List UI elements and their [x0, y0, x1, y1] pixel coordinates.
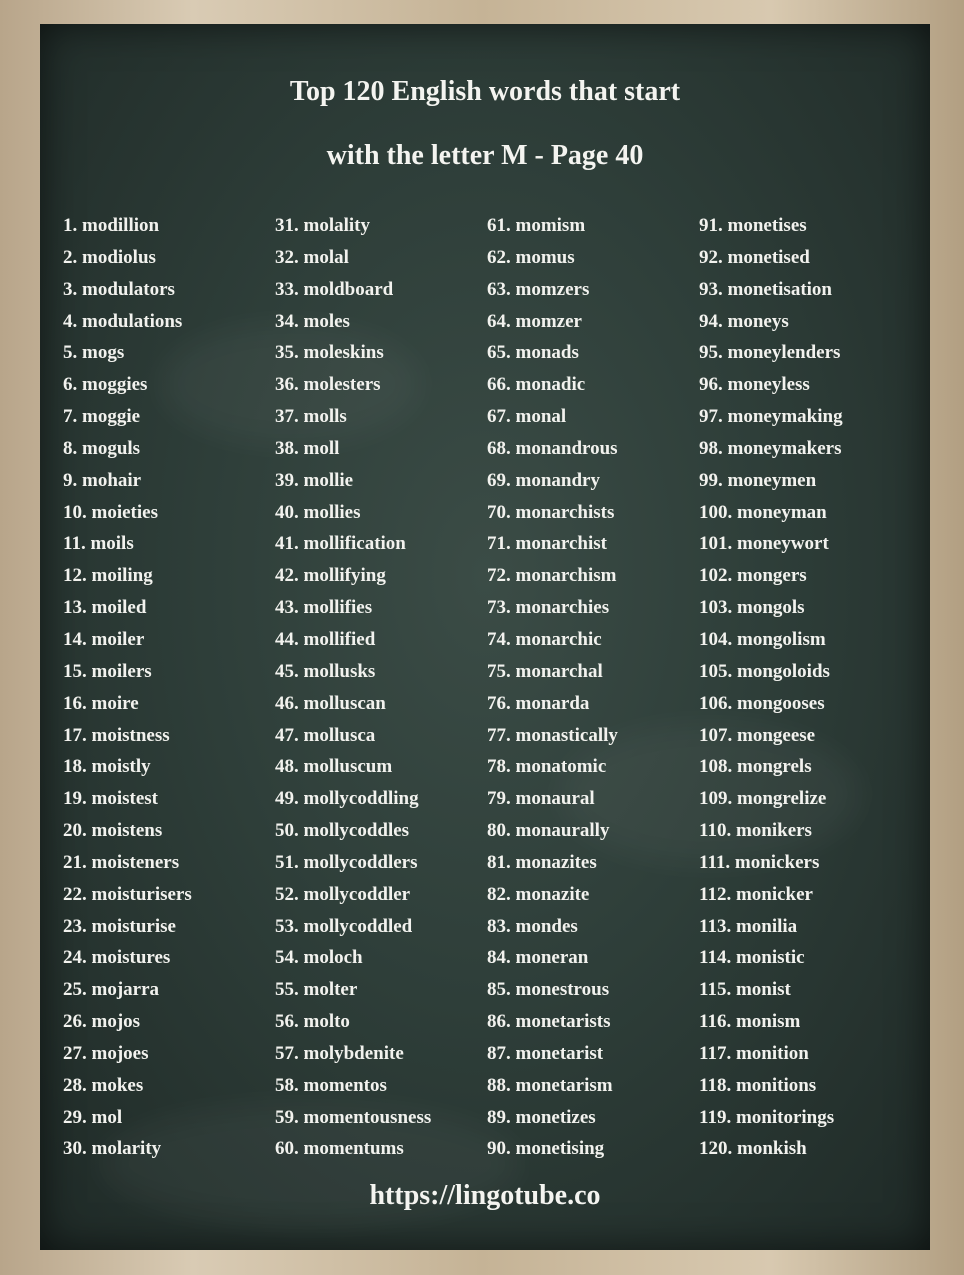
page-title-line-1: Top 120 English words that start — [289, 76, 681, 107]
word-list-item: 20. moistens — [63, 820, 163, 842]
word-list-item: 10. moieties — [63, 501, 158, 523]
word-list-item: 37. molls — [275, 406, 347, 428]
word-list-item: 109. mongrelize — [699, 788, 827, 810]
word-list-item: 100. moneyman — [699, 501, 827, 523]
word-list-item: 68. monandrous — [487, 437, 618, 459]
word-list-item: 61. momism — [487, 215, 586, 236]
word-list-item: 35. moleskins — [275, 342, 384, 364]
word-list-item: 80. monaurally — [487, 820, 610, 842]
word-list-item: 11. moils — [63, 533, 134, 555]
word-list-item: 48. molluscum — [275, 756, 393, 778]
word-list-item: 33. moldboard — [275, 278, 394, 300]
word-list-item: 117. monition — [699, 1042, 809, 1064]
word-list-item: 82. monazite — [487, 883, 590, 905]
word-list-item: 106. mongooses — [699, 692, 825, 714]
page-title-line-2: with the letter M - Page 40 — [326, 140, 644, 171]
word-list-item: 31. molality — [275, 215, 370, 236]
word-list-item: 70. monarchists — [487, 501, 615, 523]
word-list-item: 93. monetisation — [699, 278, 832, 300]
word-list-item: 119. monitorings — [699, 1106, 835, 1128]
word-list-item: 71. monarchist — [487, 533, 607, 555]
word-list-item: 79. monaural — [487, 788, 595, 810]
word-list-item: 95. moneylenders — [699, 342, 841, 364]
word-list-item: 7. moggie — [63, 406, 141, 428]
word-list-item: 84. moneran — [487, 947, 589, 969]
word-list-item: 54. moloch — [275, 947, 363, 969]
word-list-item: 32. molal — [275, 246, 349, 268]
word-list-item: 65. monads — [487, 342, 579, 364]
word-list-item: 21. moisteners — [63, 851, 180, 873]
word-list-item: 4. modulations — [63, 310, 183, 332]
word-list-item: 50. mollycoddles — [275, 820, 410, 842]
word-list-item: 40. mollies — [275, 501, 361, 523]
word-list-item: 86. monetarists — [487, 1011, 611, 1033]
word-list-item: 92. monetised — [699, 246, 810, 268]
word-list-item: 51. mollycoddlers — [275, 851, 418, 873]
word-list-item: 115. monist — [699, 979, 791, 1001]
word-list-item: 99. moneymen — [699, 469, 817, 491]
word-list-item: 76. monarda — [487, 692, 590, 714]
word-list-item: 66. monadic — [487, 374, 586, 396]
word-list-item: 96. moneyless — [699, 374, 810, 396]
word-list-item: 97. moneymaking — [699, 406, 843, 428]
word-list-item: 114. monistic — [699, 947, 805, 969]
word-list-item: 88. monetarism — [487, 1074, 613, 1096]
word-list-item: 47. mollusca — [275, 724, 376, 746]
word-list-item: 29. mol — [63, 1106, 123, 1128]
word-list-item: 72. monarchism — [487, 565, 617, 587]
word-list-item: 52. mollycoddler — [275, 883, 411, 905]
word-list-item: 8. moguls — [63, 437, 141, 459]
word-list-item: 13. moiled — [63, 597, 147, 619]
word-list-item: 63. momzers — [487, 278, 590, 300]
word-list-item: 118. monitions — [699, 1074, 817, 1096]
word-list-item: 104. mongolism — [699, 628, 826, 650]
word-list-item: 56. molto — [275, 1011, 350, 1033]
word-list-item: 120. monkish — [699, 1138, 807, 1160]
word-list-item: 15. moilers — [63, 660, 152, 682]
word-list-item: 44. mollified — [275, 628, 376, 650]
word-list-item: 113. monilia — [699, 915, 798, 937]
word-list-item: 45. mollusks — [275, 660, 376, 682]
word-list-item: 19. moistest — [63, 788, 158, 810]
word-list-item: 112. monicker — [699, 883, 813, 905]
website-link[interactable]: https://lingotube.co — [369, 1180, 601, 1211]
word-list-item: 59. momentousness — [275, 1106, 432, 1128]
word-list-item: 73. monarchies — [487, 597, 610, 619]
word-list-item: 89. monetizes — [487, 1106, 596, 1128]
word-list-item: 108. mongrels — [699, 756, 812, 778]
word-list-item: 1. modillion — [63, 215, 160, 236]
word-list-item: 102. mongers — [699, 565, 807, 587]
word-list-item: 57. molybdenite — [275, 1042, 404, 1064]
word-list-item: 64. momzer — [487, 310, 582, 332]
word-list-item: 111. monickers — [699, 851, 820, 873]
word-list-item: 25. mojarra — [63, 979, 160, 1001]
word-list-item: 5. mogs — [63, 342, 125, 364]
word-list-item: 12. moiling — [63, 565, 153, 587]
word-list-item: 90. monetising — [487, 1138, 605, 1160]
word-list-item: 14. moiler — [63, 628, 145, 650]
word-list-item: 46. molluscan — [275, 692, 386, 714]
word-list-item: 38. moll — [275, 437, 340, 459]
word-list-item: 105. mongoloids — [699, 660, 830, 682]
word-list-item: 41. mollification — [275, 533, 406, 555]
word-column-2 — [275, 210, 487, 1165]
word-list-item: 58. momentos — [275, 1074, 387, 1096]
word-list-item: 30. molarity — [63, 1138, 162, 1160]
word-list-item: 6. moggies — [63, 374, 148, 396]
word-list-item: 17. moistness — [63, 724, 170, 746]
word-list-item: 98. moneymakers — [699, 437, 842, 459]
word-list-item: 110. monikers — [699, 820, 812, 842]
word-list-item: 27. mojoes — [63, 1042, 149, 1064]
word-list-item: 9. mohair — [63, 469, 142, 491]
word-list-item: 60. momentums — [275, 1138, 404, 1160]
word-list-item: 36. molesters — [275, 374, 381, 396]
word-list-item: 87. monetarist — [487, 1042, 604, 1064]
word-list-item: 62. momus — [487, 246, 575, 268]
word-list-item: 101. moneywort — [699, 533, 829, 555]
word-list-item: 83. mondes — [487, 915, 578, 937]
word-list-item: 103. mongols — [699, 597, 805, 619]
word-list-item: 43. mollifies — [275, 597, 373, 619]
word-list-item: 49. mollycoddling — [275, 788, 419, 810]
word-list-item: 42. mollifying — [275, 565, 386, 587]
word-list-item: 116. monism — [699, 1011, 801, 1033]
word-list-item: 22. moisturisers — [63, 883, 192, 905]
word-list-item: 34. moles — [275, 310, 350, 332]
word-column-4 — [699, 210, 911, 1165]
word-list-item: 67. monal — [487, 406, 567, 428]
word-list-item: 28. mokes — [63, 1074, 144, 1096]
word-list-item: 91. monetises — [699, 215, 807, 236]
chalkboard — [40, 24, 930, 1250]
word-list-item: 74. monarchic — [487, 628, 602, 650]
word-list-item: 81. monazites — [487, 851, 597, 873]
word-list-item: 2. modiolus — [63, 246, 156, 268]
word-list-item: 26. mojos — [63, 1011, 141, 1033]
word-column-3 — [487, 210, 699, 1165]
word-list-item: 16. moire — [63, 692, 139, 714]
word-list-item: 69. monandry — [487, 469, 600, 491]
word-list-item: 107. mongeese — [699, 724, 816, 746]
word-list-item: 18. moistly — [63, 756, 151, 778]
word-list-item: 39. mollie — [275, 469, 354, 491]
word-list-item: 23. moisturise — [63, 915, 176, 937]
word-list-item: 3. modulators — [63, 278, 175, 300]
word-list-item: 75. monarchal — [487, 660, 603, 682]
word-list-item: 24. moistures — [63, 947, 171, 969]
word-list-item: 55. molter — [275, 979, 358, 1001]
word-list-item: 78. monatomic — [487, 756, 607, 778]
word-column-1 — [63, 210, 275, 1165]
word-list-item: 94. moneys — [699, 310, 789, 332]
word-list-item: 77. monastically — [487, 724, 618, 746]
word-list-item: 85. monestrous — [487, 979, 610, 1001]
word-list-item: 53. mollycoddled — [275, 915, 413, 937]
